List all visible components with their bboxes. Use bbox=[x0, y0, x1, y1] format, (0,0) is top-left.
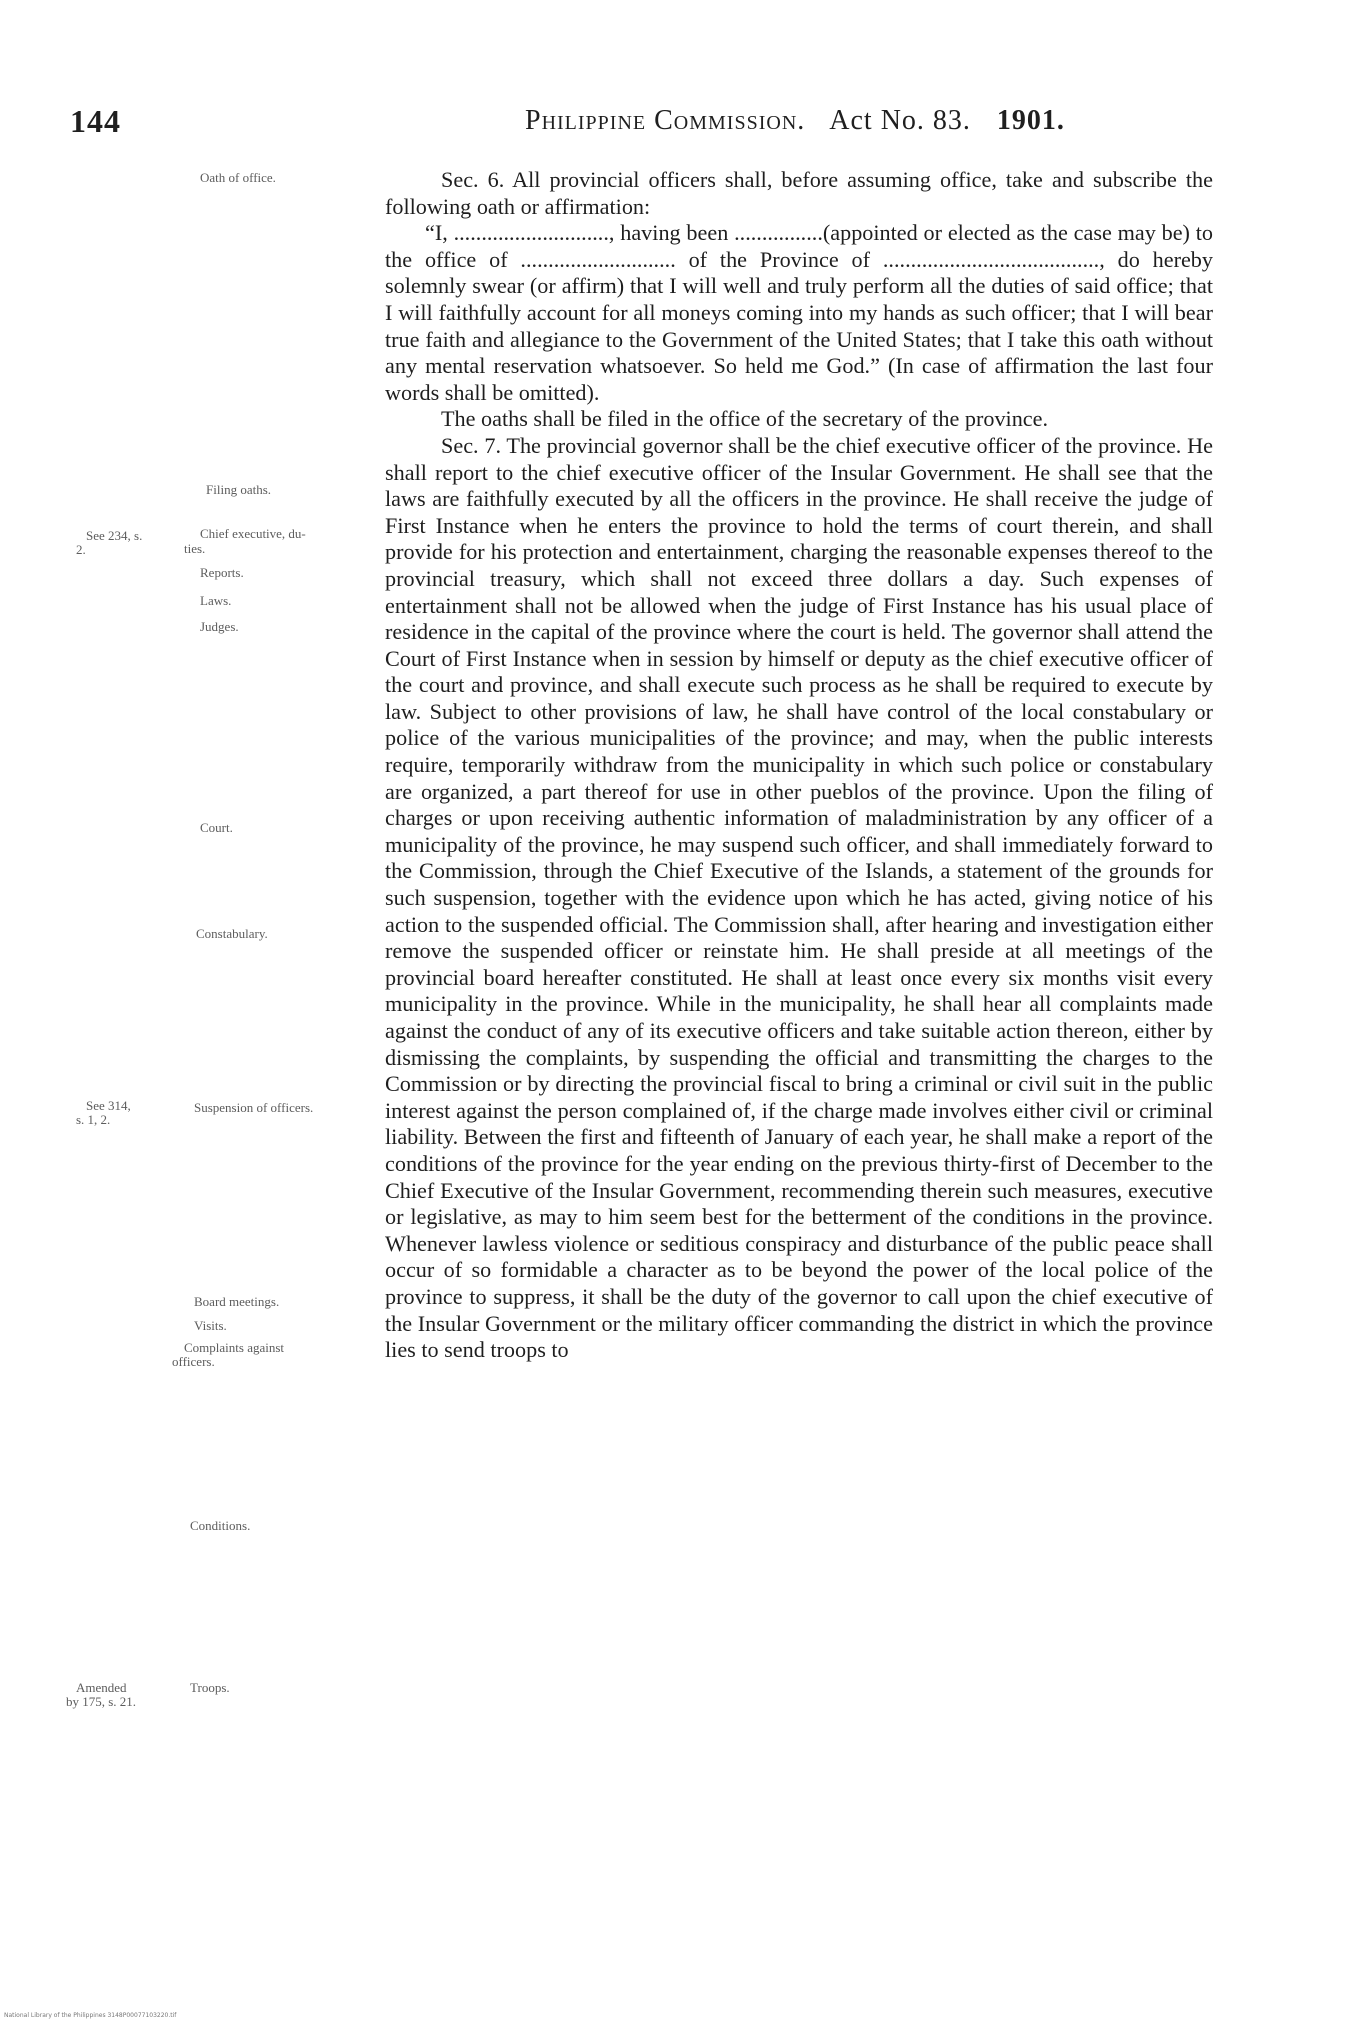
margin-note-judges: Judges. bbox=[200, 619, 239, 634]
margin-note-visits: Visits. bbox=[194, 1318, 227, 1333]
page-number: 144 bbox=[70, 103, 121, 139]
margin-note-duties: ties. bbox=[184, 541, 206, 556]
paragraph-oath-text: “I, ............................, having been ................(appointed or elected as the case may be) to the office of ............................ of the Province of ......................................., do hereby solemnly swear (or affirm) that I will well and truly perform all the duties of said office; that I will faithfully account for all moneys coming into my hands as such officer; that I will bear true faith and allegiance to the Government of the United States; that I take this oath without any mental reservation whatsoever. So held me God.” (In case of affirmation the last four words shall be omitted). bbox=[385, 220, 1213, 405]
paragraph-filing-oaths: The oaths shall be filed in the office of the secretary of the province. bbox=[441, 406, 1049, 432]
margin-note-troops: Troops. bbox=[190, 1680, 230, 1695]
margin-note-reports: Reports. bbox=[200, 565, 244, 580]
cross-reference-see-234-section: 2. bbox=[76, 542, 86, 557]
margin-note-officers: officers. bbox=[172, 1354, 215, 1369]
margin-notes bbox=[0, 0, 380, 2026]
cross-reference-amended: Amended bbox=[76, 1680, 127, 1695]
cross-reference-see-314: See 314, bbox=[86, 1098, 131, 1113]
running-head-title: Philippine Commission. bbox=[525, 105, 806, 136]
margin-note-laws: Laws. bbox=[200, 593, 232, 608]
margin-note-oath-of-office: Oath of office. bbox=[200, 170, 276, 185]
running-head bbox=[525, 105, 1065, 137]
body-text bbox=[385, 167, 1213, 1364]
paragraph-sec-7: Sec. 7. The provincial governor shall be the chief executive officer of the province. He shall report to the chief executive officer of the Insular Government. He shall see that the laws are faithfully executed by all the officers in the province. He shall receive the judge of First Instance when he enters the province to hold the terms of court therein, and shall provide for his protection and entertainment, charging the reasonable expenses thereof to the provincial treasury, which shall not exceed three dollars a day. Such expenses of entertainment shall not be allowed when the judge of First Instance has his usual place of residence in the capital of the province where the court is held. The governor shall attend the Court of First Instance when in session by himself or deputy as the chief executive officer of the court and province, and shall execute such process as he shall be required to execute by law. Subject to other provisions of law, he shall have control of the local constabulary or police of the various municipalities of the province; and may, when the public interests require, temporarily withdraw from the municipality in which such police or constabulary are organized, a part thereof for use in other pueblos of the province. Upon the filing of charges or upon receiving authentic information of maladministration by any officer of a municipality of the province, he may suspend such officer, and shall immediately forward to the Commission, through the Chief Executive of the Islands, a statement of the grounds for such suspension, together with the evidence upon which he has acted, giving notice of his action to the suspended official. The Commission shall, after hearing and investigation either remove the suspended officer or reinstate him. He shall preside at all meetings of the provincial board hereafter constituted. He shall at least once every six months visit every municipality in the province. While in the municipality, he shall hear all complaints made against the conduct of any of its executive officers and take suitable action thereon, either by dismissing the complaints, by suspending the official and transmitting the charges to the Commission or by directing the provincial fiscal to bring a criminal or civil suit in the public interest against the person complained of, if the charge made involves either civil or criminal liability. Between the first and fifteenth of January of each year, he shall make a report of the conditions of the province for the year ending on the previous thirty-first of December to the Chief Executive of the Insular Government, recommending therein such measures, executive or legislative, as may to him seem best for the betterment of the conditions in the province. Whenever lawless violence or seditious conspiracy and disturbance of the public peace shall occur of so formidable a character as to be beyond the power of the local police of the province to suppress, it shall be the duty of the governor to call upon the chief executive of the Insular Government or the military officer commanding the district in which the province lies to send troops to bbox=[385, 432, 1213, 1363]
running-head-year: 1901. bbox=[996, 105, 1065, 136]
cross-reference-see-234: See 234, s. bbox=[86, 528, 143, 543]
margin-note-court: Court. bbox=[200, 820, 233, 835]
margin-note-suspension: Suspension of officers. bbox=[194, 1100, 314, 1115]
margin-note-complaints: Complaints against bbox=[184, 1340, 285, 1355]
cross-reference-see-314-sections: s. 1, 2. bbox=[76, 1112, 111, 1127]
running-head-act: Act No. 83. bbox=[829, 105, 971, 136]
margin-note-chief-executive: Chief executive, du- bbox=[200, 526, 306, 541]
scan-attribution: National Library of the Philippines 3148P00077103220.tif bbox=[4, 2012, 177, 2019]
margin-note-filing-oaths: Filing oaths. bbox=[206, 482, 272, 497]
paragraph-sec-6: Sec. 6. All provincial officers shall, before assuming office, take and subscribe the following oath or affirmation: bbox=[385, 167, 1213, 219]
margin-note-conditions: Conditions. bbox=[190, 1518, 251, 1533]
margin-note-board-meetings: Board meetings. bbox=[194, 1294, 280, 1309]
margin-note-constabulary: Constabulary. bbox=[196, 926, 268, 941]
cross-reference-amended-by: by 175, s. 21. bbox=[66, 1694, 137, 1709]
